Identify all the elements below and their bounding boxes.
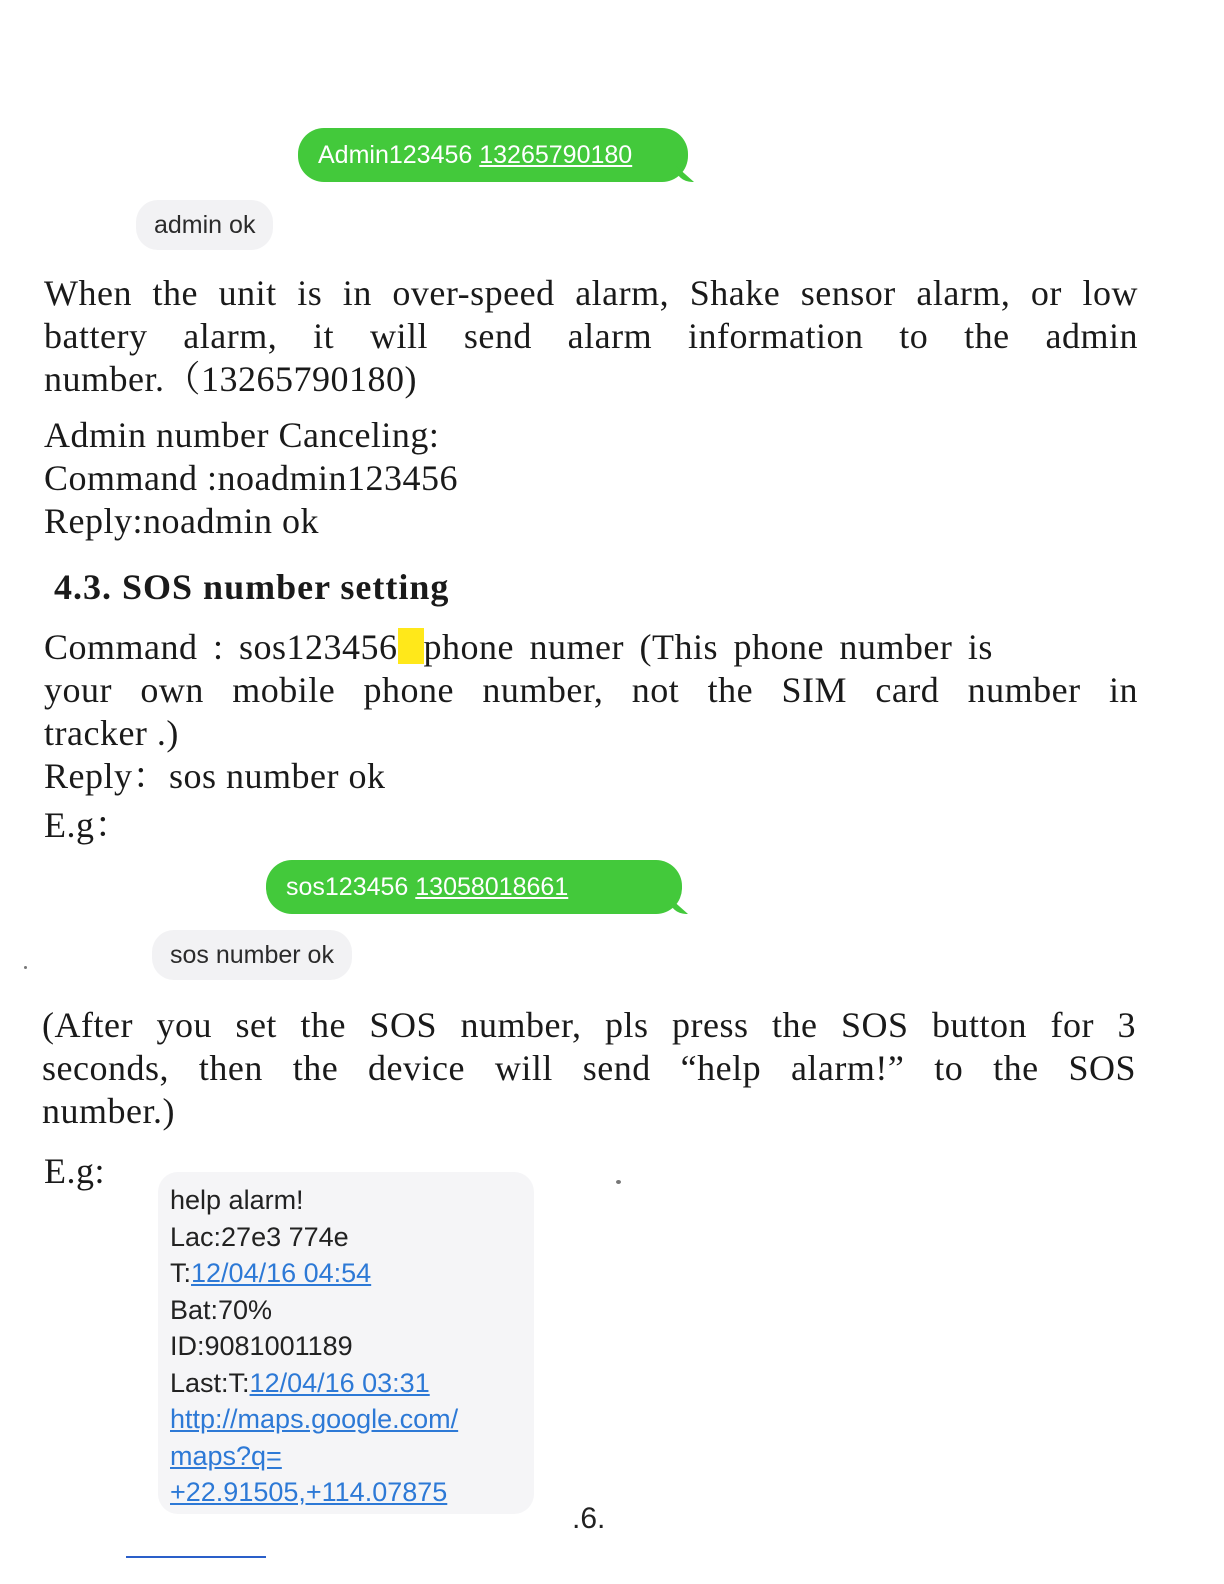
- section-heading-sos: 4.3. SOS number setting: [54, 567, 450, 607]
- alarm-paragraph-line: number.（13265790180): [44, 359, 417, 399]
- admin-sent-bubble: [298, 128, 688, 182]
- sos-sent-number-link[interactable]: 13058018661: [415, 873, 569, 901]
- sos-command-line: tracker .): [44, 713, 179, 753]
- sos-reply-bubble: [152, 930, 352, 980]
- sos-command-rest: phone numer (This phone number is: [423, 627, 993, 667]
- sos-command-line: [44, 626, 1138, 669]
- after-paragraph-line: number.): [42, 1091, 175, 1131]
- admin-sent-prefix: Admin123456: [318, 141, 473, 169]
- alarm-paragraph-line: When the unit is in over-speed alarm, Shake sensor alarm, or low: [44, 273, 1138, 313]
- sos-reply-text: sos number ok: [170, 941, 334, 969]
- highlight-mark: [398, 628, 424, 664]
- sos-sent-prefix: sos123456: [286, 873, 409, 901]
- cancel-title: Admin number Canceling:: [44, 415, 440, 455]
- message-line: Bat:70%: [170, 1294, 273, 1325]
- alarm-eg-label: E.g:: [44, 1151, 105, 1191]
- cancel-section: [44, 414, 1138, 543]
- after-paragraph-line: seconds, then the device will send “help alarm!” to the SOS: [42, 1048, 1136, 1088]
- help-alarm-message: [158, 1172, 534, 1514]
- admin-reply-bubble: [136, 200, 273, 250]
- page-number: .6.: [572, 1502, 606, 1535]
- admin-reply-text: admin ok: [154, 211, 256, 239]
- alarm-paragraph: [44, 272, 1138, 401]
- cancel-command: Command :noadmin123456: [44, 458, 458, 498]
- sos-eg-label: E.g：: [44, 805, 131, 845]
- message-last-label: Last:T:: [170, 1367, 250, 1398]
- message-time-link[interactable]: 12/04/16 04:54: [191, 1258, 372, 1288]
- map-link[interactable]: http://maps.google.com/: [170, 1404, 459, 1434]
- map-link[interactable]: maps?q=: [170, 1440, 282, 1471]
- message-line: Lac:27e3 774e: [170, 1221, 349, 1252]
- after-paragraph: [42, 1004, 1136, 1133]
- after-paragraph-line: (After you set the SOS number, pls press the SOS button for 3: [42, 1005, 1136, 1045]
- message-time-label: T:: [170, 1258, 192, 1288]
- message-time-row: [170, 1255, 534, 1292]
- bubble-tail: [676, 166, 694, 182]
- sos-reply: Reply：sos number ok: [44, 756, 386, 796]
- bottom-rule: [126, 1556, 266, 1558]
- sos-command-line: your own mobile phone number, not the SIM card number in: [44, 670, 1138, 710]
- message-line: help alarm!: [170, 1185, 304, 1215]
- admin-sent-number-link[interactable]: 13265790180: [479, 141, 633, 169]
- map-link[interactable]: +22.91505,+114.07875: [170, 1477, 448, 1507]
- scan-speck: [24, 966, 27, 969]
- sos-command-prefix: Command : sos123456: [44, 627, 398, 667]
- message-last-link[interactable]: 12/04/16 03:31: [249, 1367, 430, 1398]
- scan-speck: [616, 1180, 621, 1184]
- message-line: ID:9081001189: [170, 1331, 353, 1361]
- cancel-reply: Reply:noadmin ok: [44, 501, 319, 541]
- sos-command-paragraph: [44, 626, 1138, 847]
- sos-sent-bubble: [266, 860, 682, 914]
- alarm-paragraph-line: battery alarm, it will send alarm information to the admin: [44, 316, 1138, 356]
- message-last-row: [170, 1365, 534, 1402]
- bubble-tail: [670, 898, 688, 914]
